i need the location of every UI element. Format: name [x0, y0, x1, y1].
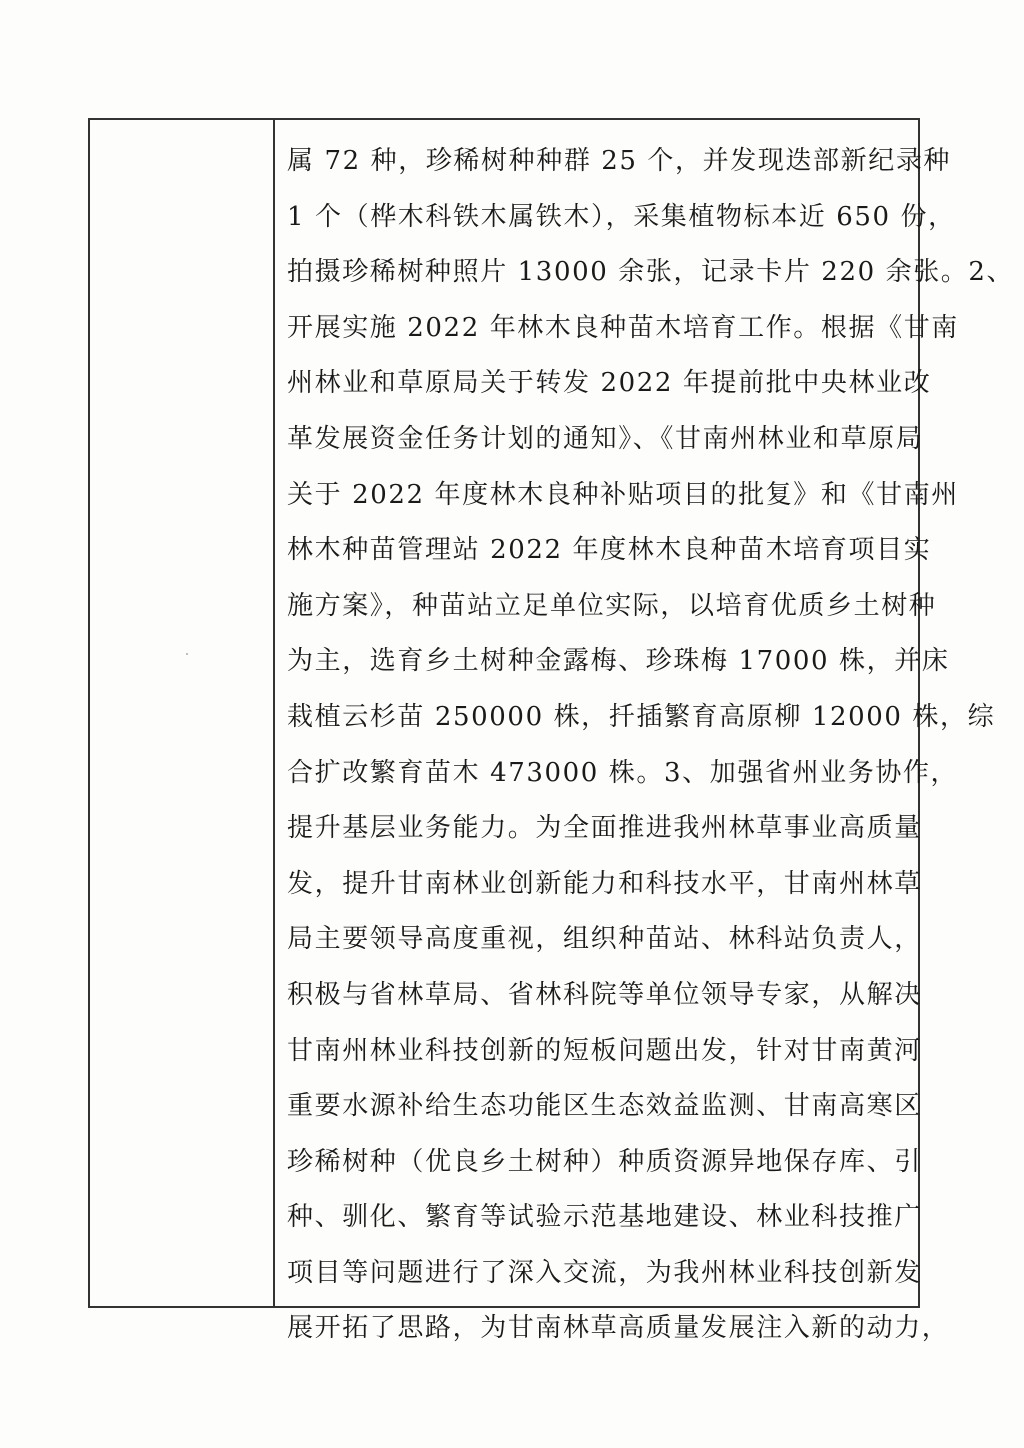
text-line: 为主，选育乡土树种金露梅、珍珠梅 17000 株，并床	[287, 646, 950, 677]
text-line: 林木种苗管理站 2022 年度林木良种苗木培育项目实	[287, 535, 932, 566]
text-line: 州林业和草原局关于转发 2022 年提前批中央林业改	[287, 368, 932, 399]
text-line: 积极与省林草局、省林科院等单位领导专家，从解决	[287, 979, 922, 1010]
text-line: 栽植云杉苗 250000 株，扦插繁育高原柳 12000 株，综	[287, 701, 996, 732]
text-line: 属 72 种，珍稀树种种群 25 个，并发现迭部新纪录种	[287, 146, 952, 176]
content-cell	[275, 120, 1015, 1344]
scan-speck	[186, 653, 188, 655]
text-line: 珍稀树种（优良乡土树种）种质资源异地保存库、引	[287, 1146, 922, 1177]
text-line: 展开拓了思路，为甘南林草高质量发展注入新的动力，	[287, 1313, 950, 1344]
text-line: 局主要领导高度重视，组织种苗站、林科站负责人，	[287, 924, 922, 955]
text-line: 重要水源补给生态功能区生态效益监测、甘南高寒区	[287, 1091, 922, 1122]
text-line: 发，提升甘南林业创新能力和科技水平，甘南州林草	[287, 868, 922, 899]
text-line: 开展实施 2022 年林木良种苗木培育工作。根据《甘南	[287, 312, 959, 343]
text-line: 1 个（桦木科铁木属铁木），采集植物标本近 650 份，	[287, 201, 956, 232]
label-column-cell	[90, 120, 275, 1306]
text-line: 施方案》，种苗站立足单位实际，以培育优质乡土树种	[287, 590, 937, 621]
text-line: 革发展资金任务计划的通知》、《甘南州林业和草原局	[287, 423, 924, 454]
text-line: 提升基层业务能力。为全面推进我州林草事业高质量	[287, 813, 922, 844]
text-line: 拍摄珍稀树种照片 13000 余张，记录卡片 220 余张。2、	[287, 257, 1015, 288]
text-line: 合扩改繁育苗木 473000 株。3、加强省州业务协作，	[287, 757, 959, 788]
text-line: 关于 2022 年度林木良种补贴项目的批复》和《甘南州	[287, 479, 959, 510]
form-table	[88, 118, 1015, 1344]
text-line: 项目等问题进行了深入交流，为我州林业科技创新发	[287, 1257, 922, 1288]
text-line: 种、驯化、繁育等试验示范基地建设、林业科技推广	[287, 1202, 922, 1233]
text-line: 甘南州林业科技创新的短板问题出发，针对甘南黄河	[287, 1035, 922, 1066]
